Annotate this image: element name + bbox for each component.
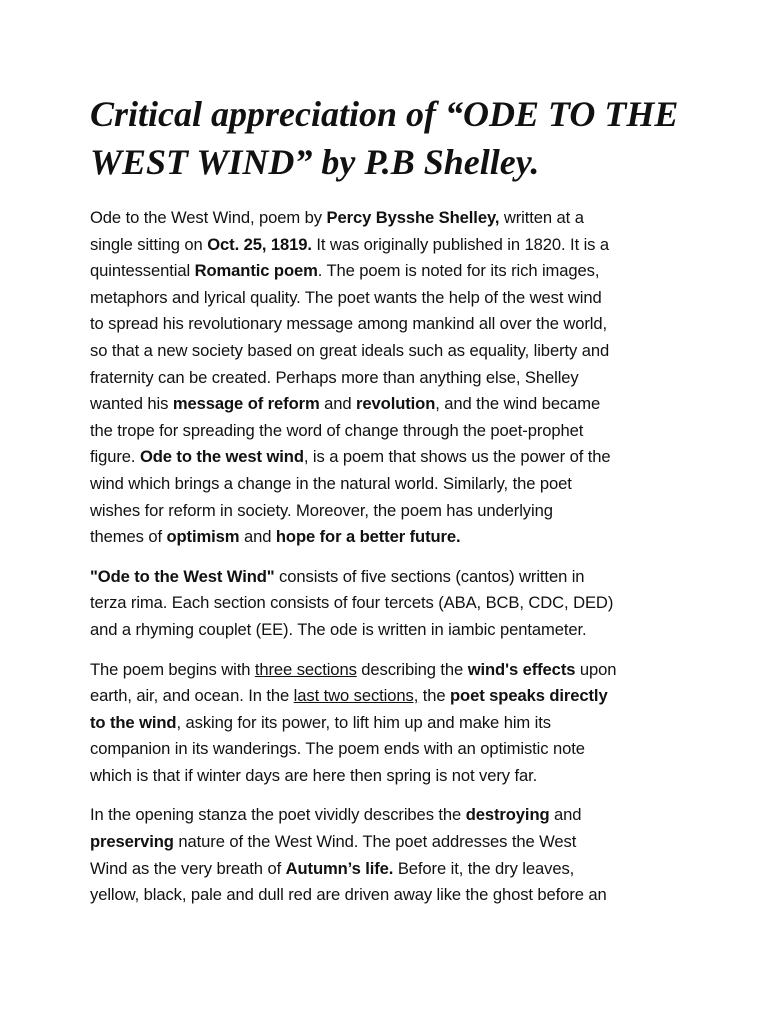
- text-line: which is that if winter days are here then spring is not very far.: [90, 765, 538, 785]
- text-line: "Ode to the West Wind" consists of five sections (cantos) written in: [90, 566, 585, 586]
- paragraph-opening-stanza: [90, 802, 688, 908]
- text-line: quintessential Romantic poem. The poem is noted for its rich images,: [90, 261, 600, 281]
- text-line: wishes for reform in society. Moreover, the poem has underlying: [90, 500, 553, 520]
- text-line: terza rima. Each section consists of four tercets (ABA, BCB, CDC, DED): [90, 593, 614, 613]
- text-line: wind which brings a change in the natural world. Similarly, the poet: [90, 473, 572, 493]
- text-line: preserving nature of the West Wind. The poet addresses the West: [90, 832, 577, 852]
- text-line: Wind as the very breath of Autumn’s life. Before it, the dry leaves,: [90, 858, 575, 878]
- page-title: [90, 90, 688, 186]
- text-line: metaphors and lyrical quality. The poet wants the help of the west wind: [90, 287, 602, 307]
- text-line: wanted his message of reform and revolution, and the wind became: [90, 394, 601, 414]
- text-line: In the opening stanza the poet vividly describes the destroying and: [90, 805, 582, 825]
- text-line: companion in its wanderings. The poem ends with an optimistic note: [90, 739, 585, 759]
- text-line: single sitting on Oct. 25, 1819. It was originally published in 1820. It is a: [90, 234, 610, 254]
- text-line: to the wind, asking for its power, to lift him up and make him its: [90, 712, 551, 732]
- text-line: yellow, black, pale and dull red are driven away like the ghost before an: [90, 885, 607, 905]
- title-line-1: Critical appreciation of “ODE TO THE: [90, 94, 679, 134]
- text-line: and a rhyming couplet (EE). The ode is written in iambic pentameter.: [90, 619, 587, 639]
- text-line: themes of optimism and hope for a better future.: [90, 527, 461, 547]
- title-line-2: WEST WIND” by P.B Shelley.: [90, 142, 540, 182]
- text-line: to spread his revolutionary message among mankind all over the world,: [90, 314, 607, 334]
- text-line: figure. Ode to the west wind, is a poem that shows us the power of the: [90, 447, 611, 467]
- paragraph-sections: [90, 657, 688, 790]
- paragraph-intro: [90, 205, 688, 551]
- text-line: The poem begins with three sections describing the wind's effects upon: [90, 659, 617, 679]
- paragraph-structure: [90, 564, 688, 644]
- text-line: the trope for spreading the word of change through the poet-prophet: [90, 420, 584, 440]
- text-line: earth, air, and ocean. In the last two sections, the poet speaks directly: [90, 686, 608, 706]
- text-line: fraternity can be created. Perhaps more than anything else, Shelley: [90, 367, 579, 387]
- text-line: Ode to the West Wind, poem by Percy Bysshe Shelley, written at a: [90, 208, 584, 227]
- text-line: so that a new society based on great ideals such as equality, liberty and: [90, 340, 610, 360]
